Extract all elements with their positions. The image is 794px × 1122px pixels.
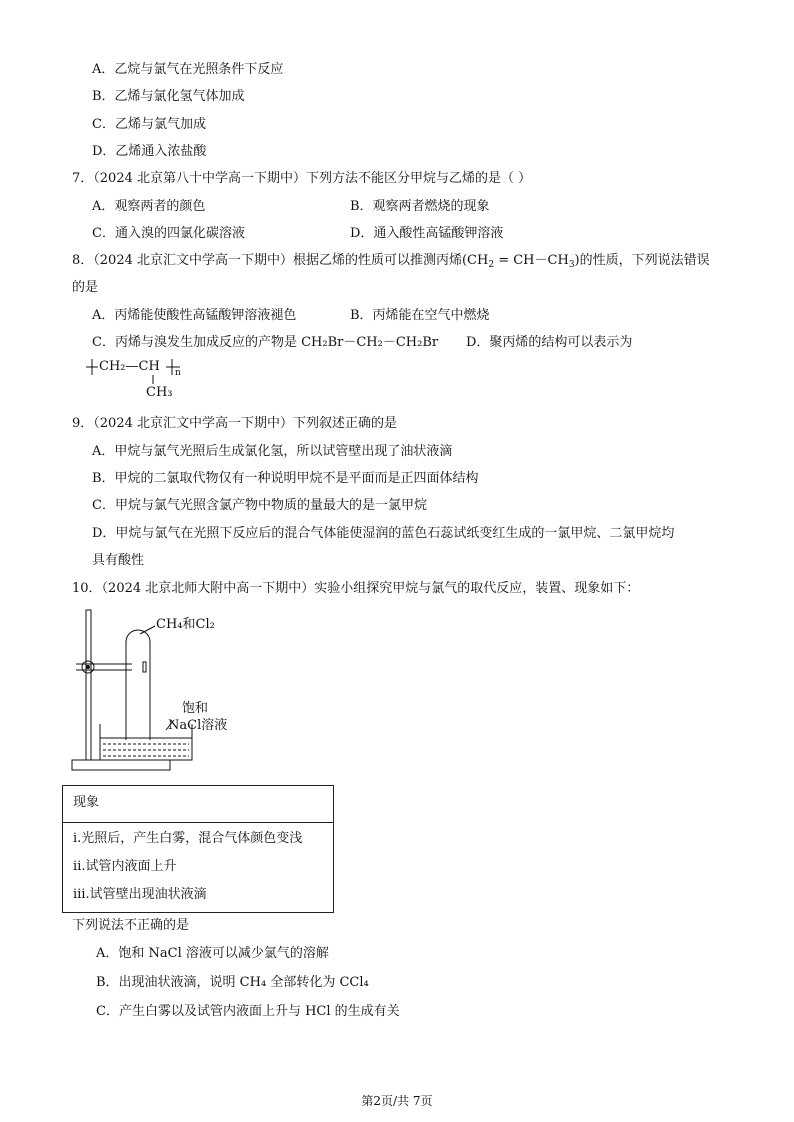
solution-label-1: 饱和 (182, 701, 209, 716)
q8-option-c: C．丙烯与溴发生加成反应的产物是 CH₂Br－CH₂－CH₂Br (92, 335, 439, 350)
q7-option-b: B．观察两者燃烧的现象 (350, 199, 490, 214)
q9-option-d: D．甲烷与氯气在光照下反应后的混合气体能使湿润的蓝色石蕊试纸变红生成的一氯甲烷、二氯甲烷均 (92, 526, 675, 541)
q10-stem: 10．（2024 北京北师大附中高一下期中）实验小组探究甲烷与氯气的取代反应，装置、现象如下： (72, 581, 640, 596)
q9-option-c: C．甲烷与氯气光照含氯产物中物质的量最大的是一氯甲烷 (92, 498, 427, 513)
q6-option-c: C．乙烯与氯气加成 (92, 117, 206, 132)
q6-option-b: B．乙烯与氯化氢气体加成 (92, 89, 245, 104)
q7-option-c: C．通入溴的四氯化碳溶液 (92, 226, 245, 241)
gas-label: CH₄和Cl₂ (156, 617, 215, 632)
q10-option-c: C．产生白雾以及试管内液面上升与 HCl 的生成有关 (96, 1004, 400, 1019)
q9-stem: 9．（2024 北京汇文中学高一下期中）下列叙述正确的是 (72, 416, 397, 431)
apparatus-diagram (70, 604, 270, 776)
table-row: ⅲ.试管壁出现油状液滴 (73, 887, 207, 902)
table-row: ⅱ.试管内液面上升 (73, 859, 177, 874)
table-header: 现象 (73, 795, 100, 810)
q7-option-d: D．通入酸性高锰酸钾溶液 (350, 226, 504, 241)
q10-question: 下列说法不正确的是 (72, 918, 190, 933)
q7-option-a: A．观察两者的颜色 (92, 199, 206, 214)
polymer-main-chain: CH₂—CH (99, 359, 160, 374)
q9-option-b: B．甲烷的二氯取代物仅有一种说明甲烷不是平面而是正四面体结构 (92, 471, 479, 486)
page-footer: 第2页/共 7页 (361, 1094, 433, 1108)
q10-option-b: B．出现油状液滴，说明 CH₄ 全部转化为 CCl₄ (96, 975, 369, 990)
phenomena-table (62, 785, 334, 913)
q8-stem: 8．（2024 北京汇文中学高一下期中）根据乙烯的性质可以推测丙烯$(CH_2 = CH-CH_3)$的性质，下列说法错误 (72, 253, 710, 270)
q7-stem: 7．（2024 北京第八十中学高一下期中）下列方法不能区分甲烷与乙烯的是（ ） (72, 171, 532, 186)
q8-stem-line2: 的是 (72, 280, 99, 295)
polymer-n: n (175, 368, 181, 378)
polymer-methyl: CH₃ (146, 385, 173, 400)
table-row: ⅰ.光照后，产生白雾，混合气体颜色变浅 (73, 831, 303, 846)
table-header-row (63, 786, 333, 823)
q6-option-a: A．乙烷与氯气在光照条件下反应 (92, 62, 284, 77)
solution-label-2: NaCl溶液 (168, 718, 228, 733)
q8-option-b: B．丙烯能在空气中燃烧 (350, 308, 490, 323)
q8-option-d: D．聚丙烯的结构可以表示为 (466, 335, 633, 350)
q9-option-d-line2: 具有酸性 (92, 553, 145, 568)
q10-option-a: A．饱和 NaCl 溶液可以减少氯气的溶解 (96, 946, 329, 961)
polypropylene-structure (86, 356, 206, 402)
q6-option-d: D．乙烯通入浓盐酸 (92, 144, 207, 159)
q8-option-a: A．丙烯能使酸性高锰酸钾溶液褪色 (92, 308, 297, 323)
q9-option-a: A．甲烷与氯气光照后生成氯化氢，所以试管壁出现了油状液滴 (92, 444, 453, 459)
